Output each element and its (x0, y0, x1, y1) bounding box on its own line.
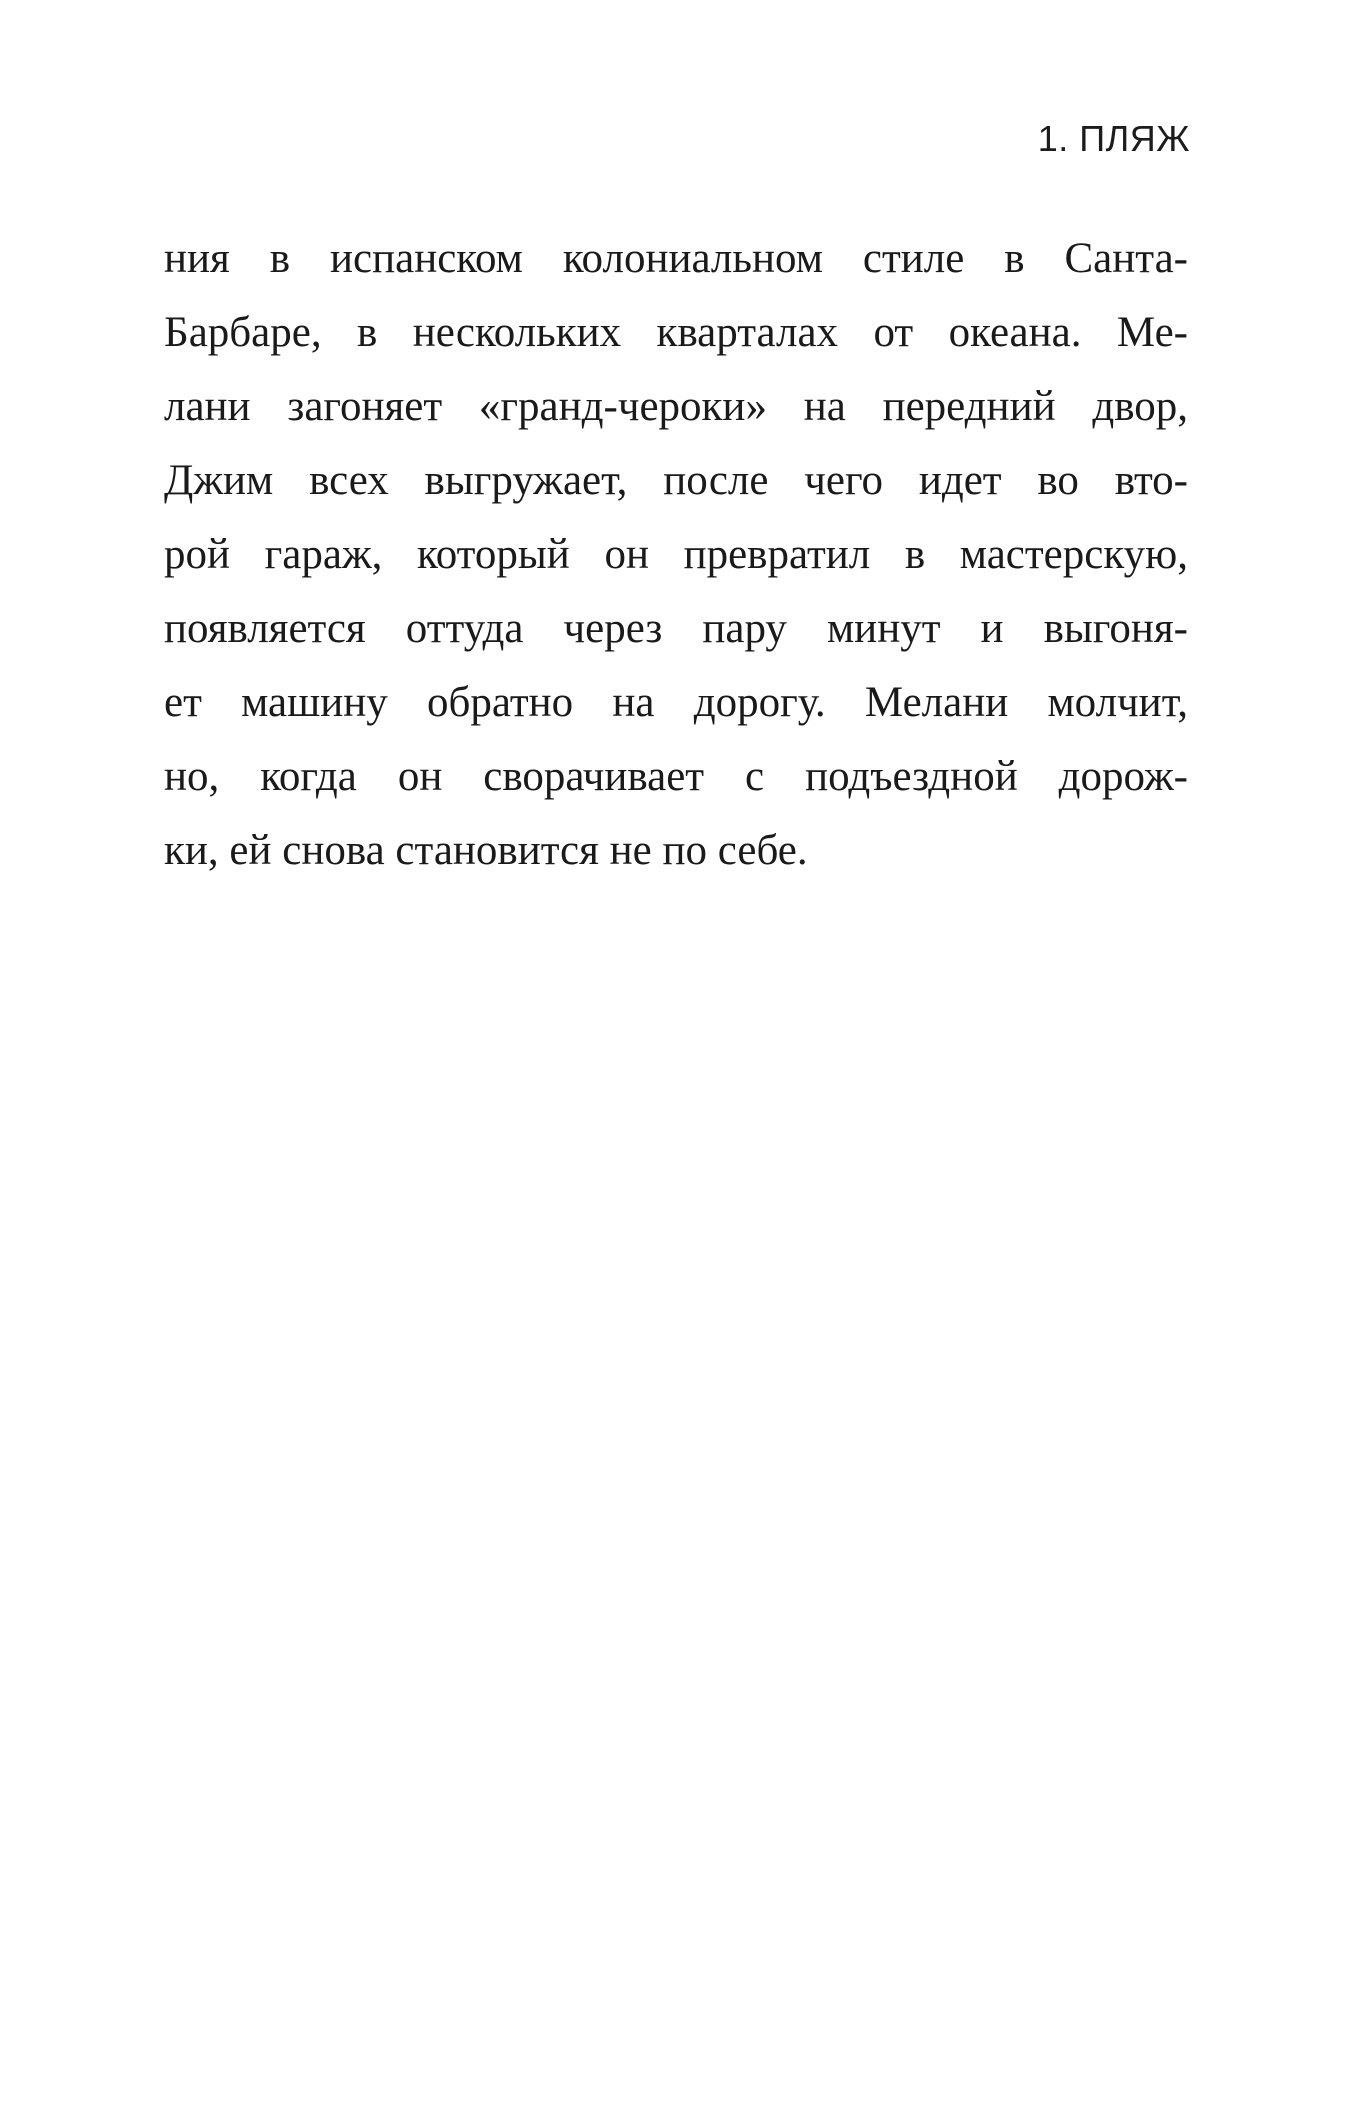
text-line: Барбаре, в нескольких кварталах от океана. Ме- (164, 309, 1188, 356)
body-paragraph (164, 222, 1188, 888)
text-line: Джим всех выгружает, после чего идет во вто- (164, 457, 1188, 504)
text-line: появляется оттуда через пару минут и выгоня- (164, 605, 1188, 652)
text-line: рой гараж, который он превратил в мастерскую, (164, 531, 1188, 578)
text-line: лани загоняет «гранд-чероки» на передний двор, (164, 383, 1188, 430)
running-head: 1. ПЛЯЖ (1037, 118, 1190, 159)
text-line: ет машину обратно на дорогу. Мелани молчит, (164, 679, 1188, 726)
text-line: ки, ей снова становится не по себе. (164, 827, 808, 874)
text-line: ния в испанском колониальном стиле в Санта- (164, 235, 1188, 282)
text-line: но, когда он сворачивает с подъездной дорож- (164, 753, 1188, 800)
